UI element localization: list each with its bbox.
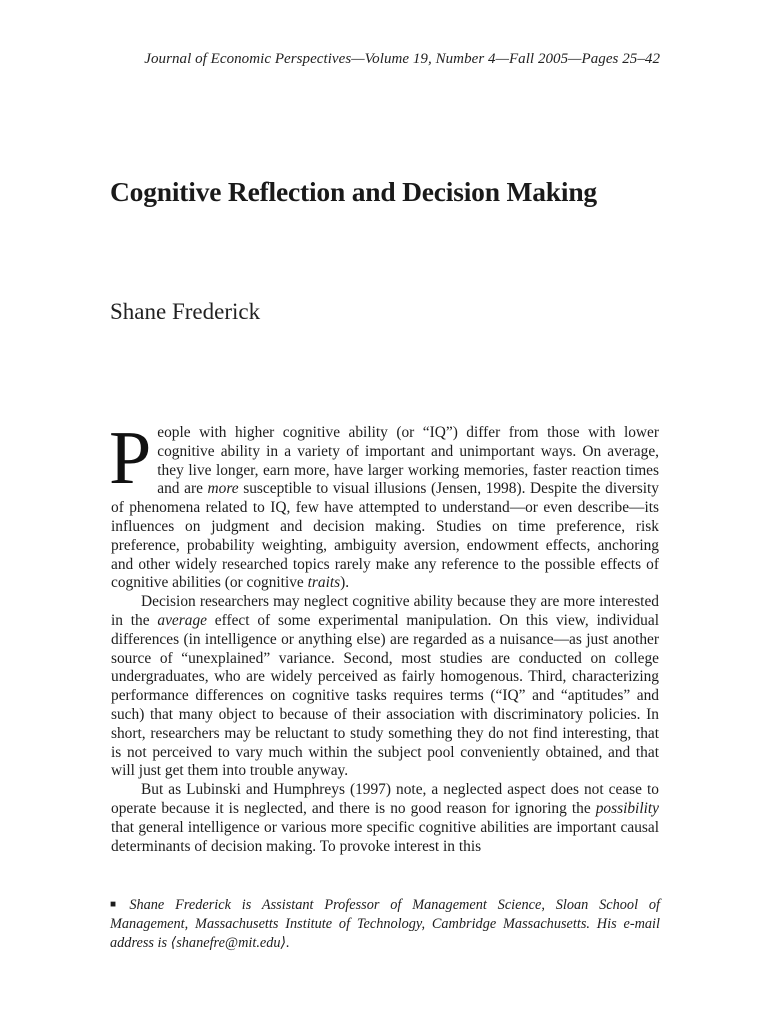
drop-cap: P — [109, 416, 152, 500]
paragraph-2 — [111, 593, 659, 781]
paragraph-3-emphasis-possibility: possibility — [595, 799, 659, 817]
paragraph-2-emphasis-average: average — [157, 611, 207, 629]
article-body — [109, 416, 659, 856]
paragraph-1-text-c: ). — [340, 574, 350, 592]
paragraph-1-text-b: susceptible to visual illusions (Jensen, 1998). Despite the diversity of phenomena related to IQ, few have attempted to understand—or even describe—its influences on judgment and decision making. Studies on time preference, risk preference, probability weighting, ambiguity aversion, endowment effects, anchoring and other widely researched topics rarely make any reference to the possible effects of cognitive abilities (or cognitive — [111, 480, 659, 592]
paragraph-1-text-a: eople with higher cognitive ability (or “IQ”) differ from those with lower cognitive ability in a variety of important and unimportant ways. On average, they live longer, earn more, have larger working memories, faster reaction times and are — [157, 424, 659, 498]
paragraph-1 — [109, 416, 659, 593]
paragraph-2-text-a: Decision researchers may neglect cognitive ability because they are more interested in the — [111, 593, 659, 629]
footnote-text: Shane Frederick is Assistant Professor of Management Science, Sloan School of Management, Massachusetts Institute of Technology, Cambridge Massachusetts. His e-mail address is ⟨shanefre@mit.edu⟩. — [110, 897, 660, 951]
paragraph-3-text-b: that general intelligence or various more specific cognitive abilities are important causal determinants of decision making. To provoke interest in this — [111, 818, 659, 855]
article-title: Cognitive Reflection and Decision Making — [110, 176, 597, 207]
author-footnote — [110, 895, 660, 953]
article-author: Shane Frederick — [110, 299, 261, 324]
paragraph-3-text-a: But as Lubinski and Humphreys (1997) note, a neglected aspect does not cease to operate because it is neglected, and there is no good reason for ignoring the — [111, 781, 659, 817]
paragraph-1-emphasis-more: more — [207, 480, 239, 498]
footnote-bullet-icon: ■ — [110, 899, 124, 910]
paragraph-1-emphasis-traits: traits — [307, 574, 341, 592]
running-head: Journal of Economic Perspectives—Volume 19, Number 4—Fall 2005—Pages 25–42 — [144, 51, 660, 67]
paragraph-3 — [111, 781, 659, 856]
paragraph-2-text-b: effect of some experimental manipulation. On this view, individual differences (in intelligence or anything else) are regarded as a nuisance—as just another source of “unexplained” variance. Second, most studies are conducted on college undergraduates, who are widely perceived as fairly homogenous. Third, characterizing performance differences on cognitive tasks requires terms (“IQ” and “aptitudes” and such) that many object to because of their association with discriminatory policies. In short, researchers may be reluctant to study something they do not find interesting, that is not perceived to vary much within the subject pool conveniently obtained, and that will just get them into trouble anyway. — [111, 611, 659, 780]
